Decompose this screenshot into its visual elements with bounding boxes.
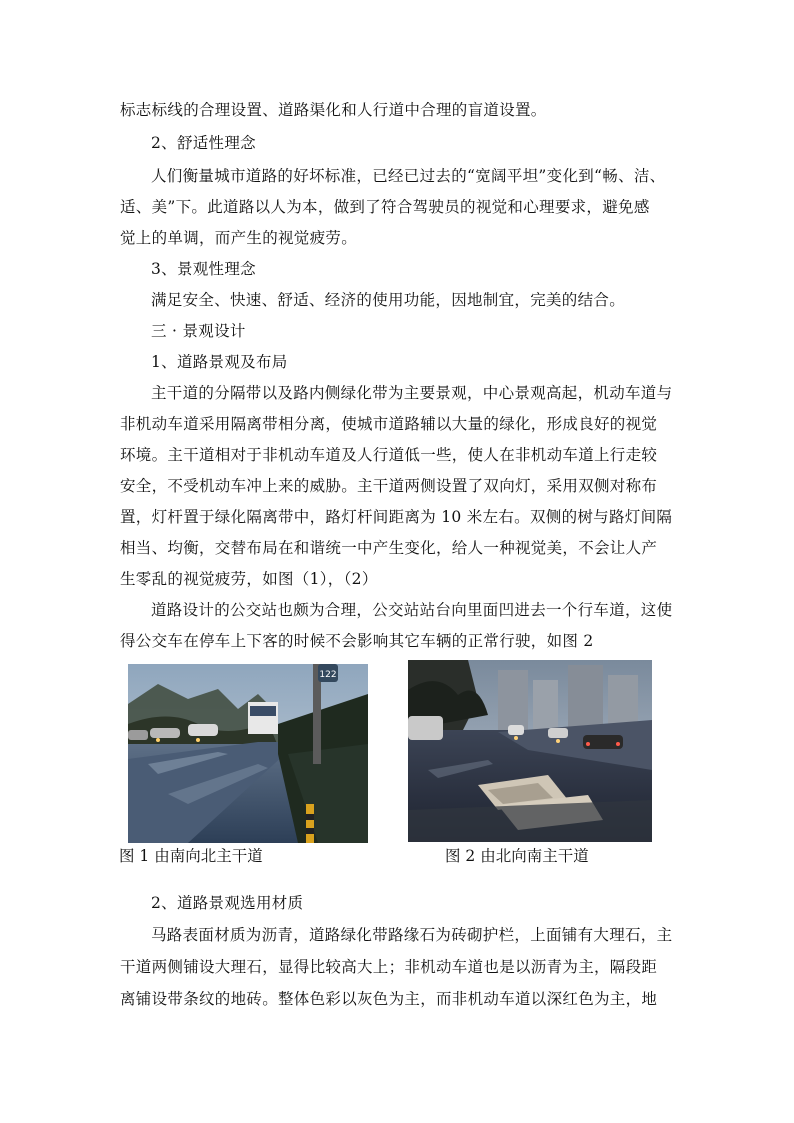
paragraph-line: 人们衡量城市道路的好坏标准，已经已过去的“宽阔平坦”变化到“畅、洁、 [151, 167, 666, 185]
paragraph-line: 环境。主干道相对于非机动车道及人行道低一些，使人在非机动车道上行走较 [120, 446, 658, 464]
road-sign-text: 122 [319, 670, 337, 680]
paragraph-line: 马路表面材质为沥青，道路绿化带路缘石为砖砌护栏，上面铺有大理石，主 [151, 926, 673, 944]
paragraph-line: 置，灯杆置于绿化隔离带中，路灯杆间距离为 10 米左右。双侧的树与路灯间隔 [120, 508, 673, 526]
paragraph-line: 觉上的单调，而产生的视觉疲劳。 [120, 229, 358, 247]
paragraph-line: 适、美”下。此道路以人为本，做到了符合驾驶员的视觉和心理要求，避免感 [120, 198, 650, 216]
paragraph-line: 干道两侧铺设大理石，显得比较高大上；非机动车道也是以沥青为主，隔段距 [120, 958, 658, 976]
section-heading: 3、景观性理念 [151, 260, 256, 278]
figure-2-caption: 图 2 由北向南主干道 [445, 847, 589, 865]
paragraph-line: 主干道的分隔带以及路内侧绿化带为主要景观，中心景观高起，机动车道与 [151, 384, 673, 402]
paragraph-line: 安全，不受机动车冲上来的威胁。主干道两侧设置了双向灯，采用双侧对称布 [120, 477, 658, 495]
section-heading: 1、道路景观及布局 [151, 353, 288, 371]
section-heading: 2、道路景观选用材质 [151, 894, 304, 912]
paragraph-line: 道路设计的公交站也颇为合理，公交站站台向里面凹进去一个行车道，这使 [151, 601, 673, 619]
paragraph-line: 得公交车在停车上下客的时候不会影响其它车辆的正常行驶，如图 2 [120, 632, 594, 650]
figure-1-caption: 图 1 由南向北主干道 [119, 847, 263, 865]
paragraph-line: 离铺设带条纹的地砖。整体色彩以灰色为主，而非机动车道以深红色为主，地 [120, 990, 658, 1008]
paragraph-line: 生零乱的视觉疲劳，如图（1），（2） [120, 570, 378, 588]
figure-1-photo [128, 664, 368, 843]
paragraph-line: 非机动车道采用隔离带相分离，使城市道路辅以大量的绿化，形成良好的视觉 [120, 415, 658, 433]
figure-2-photo [408, 660, 652, 842]
section-heading: 2、舒适性理念 [151, 134, 256, 152]
chapter-heading: 三 · 景观设计 [151, 322, 246, 340]
paragraph-line: 标志标线的合理设置、道路渠化和人行道中合理的盲道设置。 [120, 101, 547, 119]
paragraph-line: 相当、均衡，交替布局在和谐统一中产生变化，给人一种视觉美，不会让人产 [120, 539, 658, 557]
paragraph-line: 满足安全、快速、舒适、经济的使用功能，因地制宜，完美的结合。 [151, 291, 626, 309]
